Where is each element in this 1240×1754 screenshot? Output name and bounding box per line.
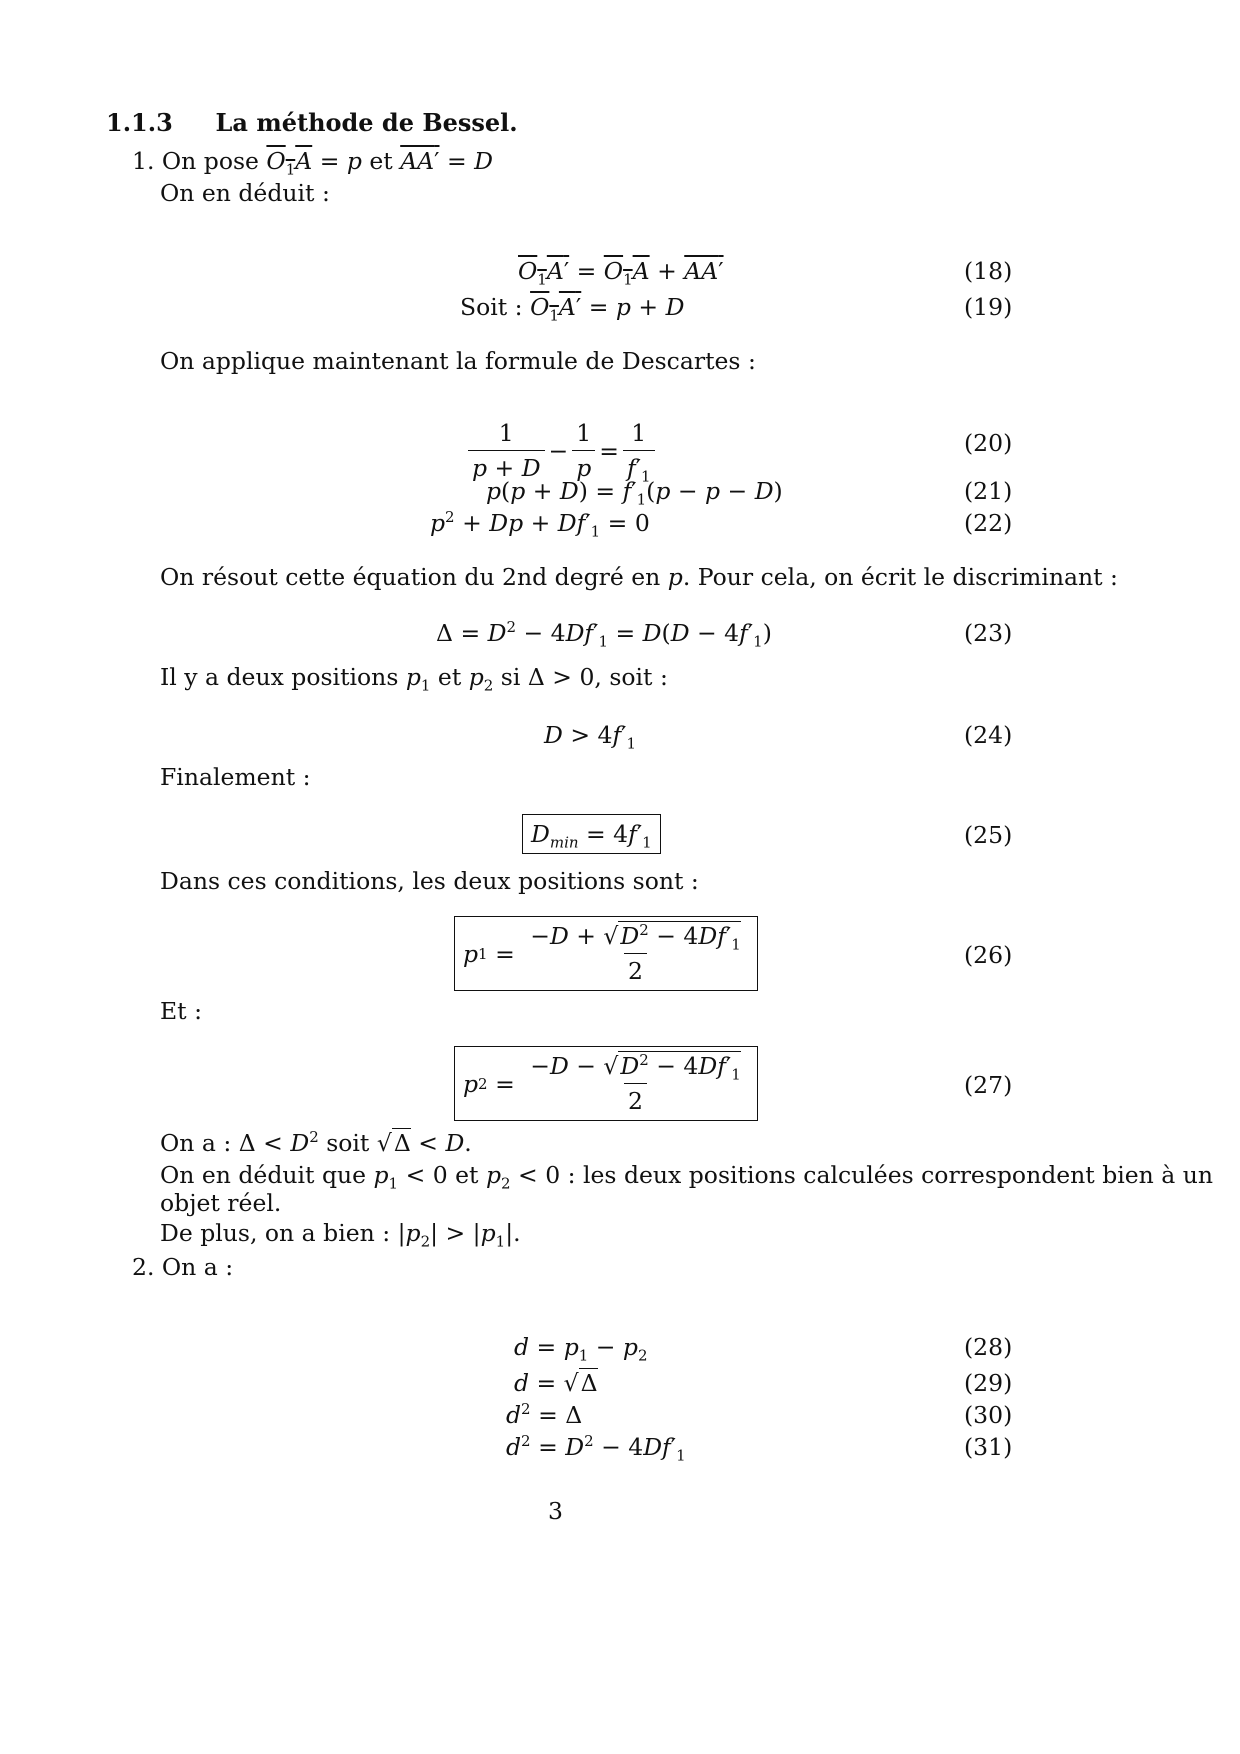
equation-28: $d = p_1 - p_2$ bbox=[514, 1333, 648, 1365]
equation-number: (19) bbox=[964, 293, 1013, 321]
equation-24: $D > 4f'_1$ bbox=[544, 721, 637, 753]
equation-number: (22) bbox=[964, 509, 1013, 537]
soit-label: Soit : bbox=[460, 293, 523, 321]
equation-22: $p^2 + Dp + Df'_1 = 0$ bbox=[430, 508, 650, 541]
equation-number: (28) bbox=[964, 1333, 1013, 1361]
paragraph-finalement: Finalement : bbox=[160, 763, 311, 791]
paragraph-conditions: Dans ces conditions, les deux positions sont : bbox=[160, 867, 699, 895]
paragraph-resout: On résout cette équation du 2nd degré en p. Pour cela, on écrit le discriminant : bbox=[160, 563, 1118, 591]
text: On résout cette équation du 2nd degré en bbox=[160, 563, 668, 591]
text: < 0 et bbox=[398, 1161, 486, 1189]
equation-21: $p(p + D) = f'_1(p - p - D)$ bbox=[486, 477, 783, 509]
section-title: La méthode de Bessel. bbox=[215, 108, 518, 137]
equation-number: (20) bbox=[964, 429, 1013, 457]
equation-number: (21) bbox=[964, 477, 1013, 505]
equation-27-boxed: p 2 = $\frac{-D - √D^2 - 4Df'_1}{2}$ bbox=[454, 1046, 758, 1121]
paragraph-deux-positions: Il y a deux positions $p_1$ et $p_2$ si Δ > 0, soit : bbox=[160, 663, 668, 695]
equation-18: $O_1A' = O_1A + AA'$ bbox=[518, 257, 724, 289]
equation-number: (25) bbox=[964, 821, 1013, 849]
list-item-2 bbox=[132, 1252, 233, 1282]
math-aa: AA′ bbox=[400, 147, 440, 175]
item-marker: 2. bbox=[132, 1253, 155, 1281]
equation-number: (29) bbox=[964, 1369, 1013, 1397]
text: et bbox=[430, 663, 469, 691]
page-number: 3 bbox=[548, 1497, 563, 1525]
text: De plus, on a bien : | bbox=[160, 1219, 406, 1247]
equation-number: (24) bbox=[964, 721, 1013, 749]
item-text: On pose bbox=[161, 147, 267, 175]
equation-number: (31) bbox=[964, 1433, 1013, 1461]
paragraph-objet-reel: objet réel. bbox=[160, 1189, 282, 1217]
equation-30: $d^2 = \Delta$ bbox=[506, 1400, 583, 1429]
equation-29: d = √Δ bbox=[514, 1369, 598, 1397]
equation-26-boxed: p 1 = $\frac{-D + √D^2 - 4Df'_1}{2}$ bbox=[454, 916, 758, 991]
equation-31: $d^2 = D^2 - 4Df'_1$ bbox=[506, 1432, 686, 1465]
equation-number: (26) bbox=[964, 941, 1013, 969]
math-eq: = bbox=[439, 147, 475, 175]
equation-number: (27) bbox=[964, 1071, 1013, 1099]
math-eq: = bbox=[312, 147, 347, 175]
paragraph-de-plus: De plus, on a bien : $|p_2| > |p_1|$. bbox=[160, 1219, 521, 1251]
equation-number: (18) bbox=[964, 257, 1013, 285]
text: < 0 : les deux positions calculées correspondent bien à un bbox=[510, 1161, 1214, 1189]
text: si Δ > 0, soit : bbox=[493, 663, 668, 691]
equation-19: Soit : $O_1A' = p + D$ bbox=[460, 293, 685, 325]
item-marker: 1. bbox=[132, 147, 155, 175]
text: < bbox=[410, 1129, 446, 1157]
equation-25-boxed: $D_{min} = 4f'_1$ bbox=[522, 814, 661, 854]
item-text: On a : bbox=[161, 1253, 234, 1281]
paragraph-deduit-que: On en déduit que $p_1 < 0$ et $p_2 < 0$ : les deux positions calculées correspondent bien à un bbox=[160, 1161, 1214, 1193]
section-number: 1.1.3 bbox=[106, 108, 173, 137]
list-item-1: 1. On pose $O_1A = p$ et AA′ = D bbox=[132, 147, 493, 179]
text: On en déduit que bbox=[160, 1161, 374, 1189]
section-heading bbox=[106, 108, 518, 137]
text: Il y a deux positions bbox=[160, 663, 406, 691]
equation-number: (23) bbox=[964, 619, 1013, 647]
paragraph-descartes: On applique maintenant la formule de Descartes : bbox=[160, 347, 756, 375]
item-text-et: et bbox=[361, 147, 401, 175]
paragraph-ona: On a : $\Delta < D^2$ soit √Δ < D. bbox=[160, 1128, 472, 1157]
text: soit bbox=[318, 1129, 377, 1157]
text: On a : Δ < bbox=[160, 1129, 291, 1157]
paragraph-deduit: On en déduit : bbox=[160, 179, 330, 207]
math-o1a: $O_1A$ bbox=[266, 147, 313, 179]
equation-20: $\frac{1}{p + D}$ − $\frac{1}{p}$ = $\frac{1}{f'_1}$ bbox=[464, 418, 659, 483]
text: . Pour cela, on écrit le discriminant : bbox=[682, 563, 1118, 591]
paragraph-et: Et : bbox=[160, 997, 202, 1025]
equation-number: (30) bbox=[964, 1401, 1013, 1429]
equation-23: $\Delta = D^2 - 4Df'_1 = D(D - 4f'_1)$ bbox=[436, 618, 772, 651]
